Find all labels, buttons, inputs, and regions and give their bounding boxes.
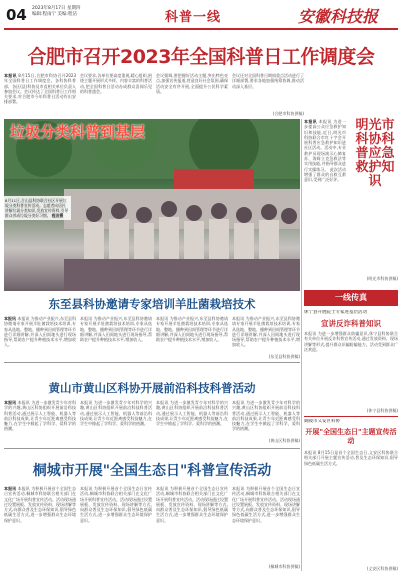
article2-col2: 本报讯 为推动产业振兴,东至县科协邀请专家开展羊肚菌栽培技术培训,专家从选地、整地、播种到田间管理等环节进行详细讲解,并深入田间地头进行现场指导,帮助农户提升种植技术水平,增加收入。 bbox=[80, 316, 152, 343]
side-article-body: 本报讯 本报讯 为进一步提高公众应急救护知识和技能,近日,明光市科协联合市红十字会开展科普应急救护知识进社区活动。活动中,专业救护员现场演示心肺复苏、海姆立克急救法等实用技能,并指导群众进行实操练习。 此次活动增强了群众的自救互救意识,受到广泛好评。 bbox=[304, 119, 346, 183]
article-divider-2 bbox=[4, 448, 300, 449]
article3-col3: 本报讯 为进一步激发青少年对科学的兴趣,黄山区科协组织开展前沿科技科普活动,通过展示人工智能、机器人等前沿科技成果,让青少年近距离感受科技魅力,在学生中掀起了学科学、爱科学的热潮。 bbox=[156, 400, 228, 427]
yixian-item1-title: 休宁县开展院士专家进基层活动 bbox=[304, 310, 367, 315]
main-article-col1: 本报讯 8月15日,合肥市科协召开2023年全国科普日工作调度会。各科协科普部、各区(县)科协及市直相关单位负责人参加会议。会议传达了全国科普日工作相关要求,对合肥市今年科普日活动作出安排部署。 bbox=[4, 73, 76, 105]
article2-col4: 本报讯 为推动产业振兴,东至县科协邀请专家开展羊肚菌栽培技术培训,专家从选地、整地、播种到田间管理等环节进行详细讲解,并深入田间地头进行现场指导,帮助农户提升种植技术水平,增加收入。 bbox=[232, 316, 300, 348]
article4-source: (桐城市科协供稿) bbox=[268, 564, 300, 569]
main-article-source: (合肥市科协供稿) bbox=[272, 111, 304, 116]
article3-headline: 黄山市黄山区科协开展前沿科技科普活动 bbox=[48, 381, 256, 395]
article4-col4: 本报讯 为积极开展首个全国生态日宣传活动,桐城市科协联合相关部门在文化广场开展科普宣传活动。活动现场通过设置展板、发放宣传资料、现场讲解等方式,向群众普及生态环保知识,倡导绿色低碳生活方式,进一步增强群众生态环境保护意识。 bbox=[232, 486, 300, 523]
article4-headline: 桐城市开展"全国生态日"科普宣传活动 bbox=[32, 463, 272, 479]
yixian-item2-title: 开展"全国生态日"主题宣传活动 bbox=[305, 428, 397, 445]
article3-col1: 本报讯 本报讯 为进一步激发青少年对科学的兴趣,黄山区科协组织开展前沿科技科普活动,通过展示人工智能、机器人等前沿科技成果,让青少年近距离感受科技魅力,在学生中掀起了学科学、爱科学的热潮。 bbox=[4, 400, 76, 432]
side-article-source: (明光市科协供稿) bbox=[366, 276, 398, 281]
yixian-item1-subtitle: 宣讲反诈科普知识 bbox=[321, 319, 381, 328]
yixian-banner: 一线传真 bbox=[304, 290, 398, 306]
article4-col2: 本报讯 为积极开展首个全国生态日宣传活动,桐城市科协联合相关部门在文化广场开展科普宣传活动。活动现场通过设置展板、发放宣传资料、现场讲解等方式,向群众普及生态环保知识,倡导绿色低碳生活方式,进一步增强群众生态环境保护意识。 bbox=[80, 486, 152, 523]
photo-caption: 8月11日,合山县科协联合社区开展垃圾分类科普宣传活动。志愿者向居民讲解垃圾分类知识,发放宣传资料,引导群众养成垃圾分类好习惯。 程言摄 bbox=[3, 196, 71, 220]
article2-source: (东至县科协供稿) bbox=[268, 354, 300, 359]
article2-headline: 东至县科协邀请专家培训羊肚菌栽培技术 bbox=[48, 297, 256, 311]
header-divider bbox=[4, 28, 398, 30]
main-article-col3: 会议强调,要把握好活动主题,突出特色亮点,加强宣传报道,营造良好社会氛围,确保活动安全有序开展,全面提升公民科学素质。 bbox=[156, 73, 228, 94]
page-number: 04 bbox=[6, 6, 27, 24]
editor-line: 编辑:程雨宁 美编:程洁 bbox=[32, 12, 77, 17]
yixian-item2-source: (义安区科协供稿) bbox=[366, 566, 398, 571]
date-line: 2023年8月17日 星期四 bbox=[32, 6, 81, 11]
newspaper-logo: 安徽科技报 bbox=[298, 7, 379, 26]
column-divider bbox=[301, 119, 302, 571]
yixian-item2-body: 本报讯 8月15日是首个全国生态日,义安区科协联合相关部门开展主题宣传活动,普及生态环保知识,倡导绿色低碳生活方式。 bbox=[304, 450, 398, 466]
main-article-col2: 会议要求,各单位要高度重视,精心组织,围绕主题开展形式多样、内容丰富的科普活动,把全国科普日活动办成群众喜闻乐见的科普盛会。 bbox=[80, 73, 152, 94]
article3-source: (黄山区科协供稿) bbox=[268, 438, 300, 443]
article2-col1: 本报讯 本报讯 为推动产业振兴,东至县科协邀请专家开展羊肚菌栽培技术培训,专家从选地、整地、播种到田间管理等环节进行详细讲解,并深入田间地头进行现场指导,帮助农户提升种植技术水平,增加收入。 bbox=[4, 316, 76, 348]
main-article-col4: 会议还对全国科普日期间重点活动进行了详细部署,要求各地加强统筹协调,推动活动深入基层。 bbox=[232, 73, 304, 89]
article3-col2: 本报讯 为进一步激发青少年对科学的兴趣,黄山区科协组织开展前沿科技科普活动,通过展示人工智能、机器人等前沿科技成果,让青少年近距离感受科技魅力,在学生中掀起了学科学、爱科学的热潮。 bbox=[80, 400, 152, 427]
issue-info bbox=[32, 6, 80, 18]
photo-headline: 垃圾分类科普到基层 bbox=[10, 123, 146, 141]
yixian-item1-body: 本报讯 为进一步增强群众防骗意识,休宁县科协联合有关单位开展反诈科普宣传活动,通过发放资料、现场讲解等形式,提升群众识骗防骗能力。活动受到群众广泛欢迎。 bbox=[304, 331, 398, 352]
article-divider bbox=[4, 362, 300, 363]
main-headline: 合肥市召开2023年全国科普日工作调度会 bbox=[27, 46, 375, 68]
article3-col4: 本报讯 为进一步激发青少年对科学的兴趣,黄山区科协组织开展前沿科技科普活动,通过展示人工智能、机器人等前沿科技成果,让青少年近距离感受科技魅力,在学生中掀起了学科学、爱科学的热潮。 bbox=[232, 400, 300, 432]
article4-col3: 本报讯 为积极开展首个全国生态日宣传活动,桐城市科协联合相关部门在文化广场开展科普宣传活动。活动现场通过设置展板、发放宣传资料、现场讲解等方式,向群众普及生态环保知识,倡导绿色低碳生活方式,进一步增强群众生态环境保护意识。 bbox=[156, 486, 228, 523]
yixian-item1-source: (休宁县科协供稿) bbox=[366, 408, 398, 413]
section-title: 科普一线 bbox=[165, 10, 222, 25]
yixian-item2-pre: 铜陵市义安区科协 bbox=[304, 419, 340, 424]
article2-col3: 本报讯 为推动产业振兴,东至县科协邀请专家开展羊肚菌栽培技术培训,专家从选地、整地、播种到田间管理等环节进行详细讲解,并深入田间地头进行现场指导,帮助农户提升种植技术水平,增加收入。 bbox=[156, 316, 228, 343]
side-article-headline: 明光市科协科普应急救护知识 bbox=[355, 118, 395, 189]
article4-col1: 本报讯 本报讯 为积极开展首个全国生态日宣传活动,桐城市科协联合相关部门在文化广场开展科普宣传活动。活动现场通过设置展板、发放宣传资料、现场讲解等方式,向群众普及生态环保知识,倡导绿色低碳生活方式,进一步增强群众生态环境保护意识。 bbox=[4, 486, 76, 523]
yixian-divider bbox=[304, 416, 398, 417]
